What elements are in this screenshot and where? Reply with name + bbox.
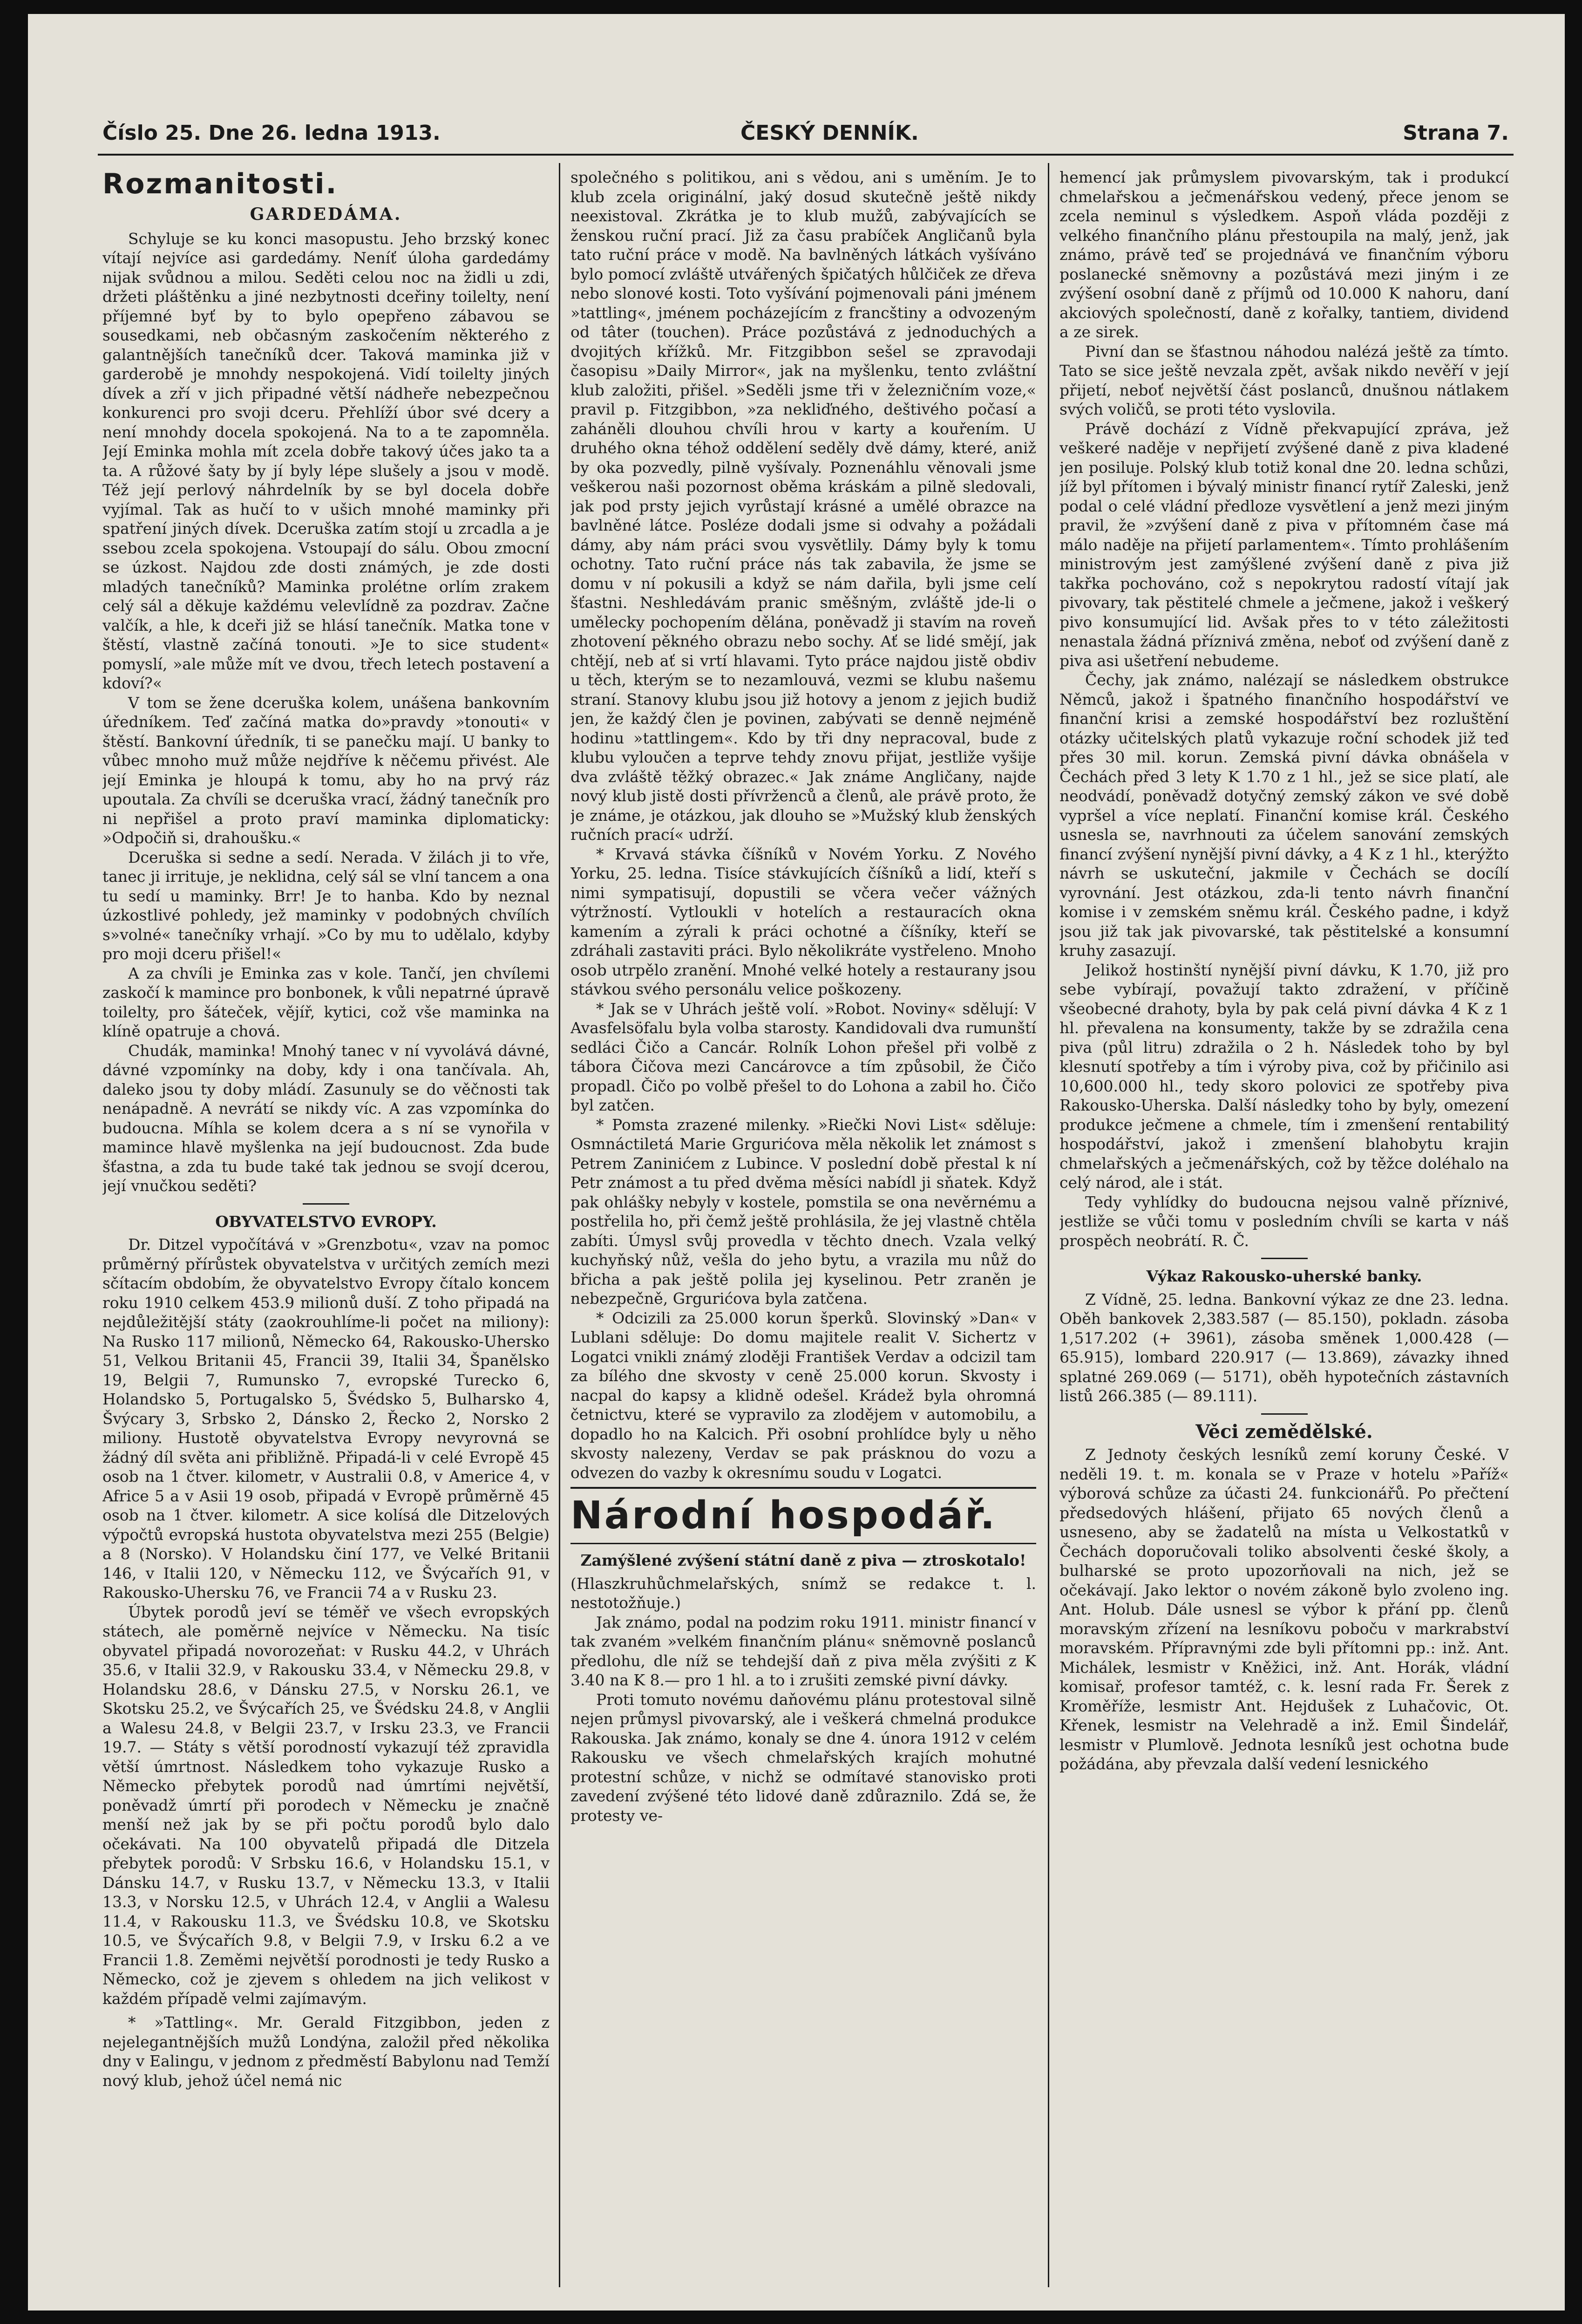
paragraph: Dceruška si sedne a sedí. Nerada. V žilách ji to vře, tanec ji irrituje, je neklidna, celý sál se vlní tancem a ona tu sedí u maminky. Brr! Je to hanba. Kdo by neznal úzkostlivé pohledy, jež maminky v podobných chvílích s»volné« tanečníky vrhají. »Co by mu to udělalo, kdyby pro moji dceru přišel!« (102, 848, 550, 963)
paragraph: Z Vídně, 25. ledna. Bankovní výkaz ze dne 23. ledna. Oběh bankovek 2,383.587 (— 85.150), pokladn. zásoba 1,517.202 (+ 3961), zásoba směnek 1,000.428 (— 65.915), lombard 220.917 (— 13.869), závazky ihned splatné 269.069 (— 5171), oběh hypotečních zástavních listů 266.385 (— 89.111). (1059, 1290, 1509, 1405)
paragraph: Z Jednoty českých lesníků zemí koruny České. V neděli 19. t. m. konala se v Praze v hotelu »Paříž« výborová schůze za účasti 24. funkcionářů. Po přečtení předsedových hlášení, přijato 65 nových členů a usneseno, aby se žadatelů na místa u Velkostatků v Čechách doporučovali toliko absolventi české školy, a bulharské se proto upozorňovali na nich, jež se očekávají. Jako lektor o novém zákoně bylo zvoleno ing. Ant. Holub. Dále usnesl se výbor k přání pp. členů moravským zřízení na lesníkovu poboču v markrabství moravském. Přípravnými zde byli přítomni pp.: inž. Ant. Michálek, lesmistr v Kněžici, inž. Ant. Horák, vládní komisař, profesor tamtéž, c. k. lesní rada Fr. Šerek z Kroměříže, lesmistr Ant. Hejdušek z Luhačovic, Ot. Křenek, lesmistr na Velehradě a inž. Emil Šindelář, lesmistr v Plumlově. Jednota lesníků jest ochotna bude požádána, aby převzala další vedení lesnického (1059, 1445, 1509, 1773)
article-byline: (Hlaszkruhůchmelařských, snímž se redakce t. l. nestotožňuje.) (570, 1574, 1036, 1612)
article-divider (303, 1203, 349, 1205)
paragraph: Jelikož hostinští nynější pivní dávku, K 1.70, již pro sebe vybírají, považují takto zdražení, v příčině všeobecné drahoty, byla by pak celá pivní dávka 4 K z 1 hl. převalena na konsumenty, takže by se zdražila cena piva (půl litru) zdražila o 2 h. Následek toho by byl klesnutí spotřeby a tím i výroby piva, což by přičinilo asi 10,600.000 hl., tedy skoro polovici ze spotřeby piva Rakousko-Uherska. Další následky toho by byly, omezení produkce ječmene a chmele, tím i zmenšení rentabilitý hospodářství, jakož i zmenšení blahobytu krajin chmelařských a ječmenářských, což by těžce doléhalo na celý národ, ale i stát. (1059, 961, 1509, 1192)
paragraph: Jak známo, podal na podzim roku 1911. ministr financí v tak zvaném »velkém finančním plánu« sněmovně poslanců předlohu, dle níž se tehdejší daň z piva měla zvýšiti z K 3.40 na K 8.— pro 1 hl. a to i zrušiti zemské pivní dávky. (570, 1613, 1036, 1689)
article-heading-gardedama: GARDEDÁMA. (250, 204, 402, 224)
paragraph: Úbytek porodů jeví se téměř ve všech evropských státech, ale poměrně nejvíce v Německu. Na tisíc obyvatel připadá novorozeňat: v Rusku 44.2, v Uhrách 35.6, v Italii 32.9, v Rakousku 33.4, v Německu 29.8, v Holandsku 28.6, v Dánsku 27.5, v Norsku 26.1, ve Skotsku 25.2, ve Švýcařích 25, ve Švédsku 24.8, v Anglii a Walesu 24.8, v Belgii 23.7, v Irsku 23.3, ve Francii 19.7. — Státy s větší porodností vykazují též zpravidla větší úmrtnost. Následkem toho vykazuje Rusko a Německo přebytek porodů nad úmrtími největší, poněvadž úmrtí při porodech v Německu je značně menší než jak by se při počtu porodů bylo dalo očekávati. Na 100 obyvatelů připadá dle Ditzela přebytek porodů: V Srbsku 16.6, v Holandsku 15.1, v Dánsku 14.7, v Rusku 13.7, v Německu 13.3, v Italii 13.3, v Norsku 12.5, v Uhrách 12.4, v Anglii a Walesu 11.4, v Rakousku 11.3, ve Švédsku 10.8, ve Skotsku 10.5, ve Švýcařích 9.8, v Belgii 7.9, v Irsku 6.2 a ve Francii 1.8. Zeměmi největší porodnosti je tedy Rusko a Německo, což je zjevem s ohledem na jich velikost v každém případě velmi zajímavým. (102, 1602, 550, 2008)
column-3 (1059, 168, 1509, 2292)
paragraph: Proti tomuto novému daňovému plánu protestoval silně nejen průmysl pivovarský, ale i veškerá chmelná produkce Rakouska. Jak známo, konaly se dne 4. února 1912 v celém Rakousku ve všech chmelařských krajích mohutné protestní schůze, v nichž se odmítavé stanovisko proti zavedení zvýšené této lidové daně zdůraznilo. Zdá se, že protesty ve- (570, 1690, 1036, 1825)
article-heading-pivo: Zamýšlené zvýšení státní daně z piva — ztroskotalo! (580, 1551, 1026, 1569)
news-item: * Jak se v Uhrách ještě volí. »Robot. Noviny« sdělují: V Avasfelsöfalu byla volba starosty. Kandidovali dva rumunští sedláci Čičo a Cancár. Rolník Lohon přešel při volbě z tábora Čičova mezi Cancárovce a tím způsobil, že Čičo propadl. Čičo po volbě přešel to do Lohona a zabil ho. Čičo byl zatčen. (570, 999, 1036, 1114)
header-rule (98, 154, 1514, 156)
paragraph: A za chvíli je Eminka zas v kole. Tančí, jen chvílemi zaskočí k mamince pro bonbonek, k vůli nepatrné úpravě toilelty, pro šáteček, vějíř, kytici, což vše maminka na klíně opatruje a chová. (102, 964, 550, 1040)
news-item: * Pomsta zrazené milenky. »Riečki Novi List« sděluje: Osmnáctiletá Marie Grgurićova měla několik let známost s Petrem Zaninićem z Lubince. V poslední době přestal k ní Petr známost a tu před dvěma měsíci nabídl ji sňatek. Když pak ohlášky nebyly v kostele, pomstila se ona nevěrnému a postřelila ho, při čemž ještě prohlásila, že jej vlastně chtěla zabíti. Úmysl svůj provedla v těchto dnech. Vzala velký kuchyňský nůž, vešla do jeho bytu, a vrazila mu nůž do břicha a pak ještě polila jej kyselinou. Petr zraněn je nebezpečně, Grgurićova byla zatčena. (570, 1115, 1036, 1308)
issue-date: Číslo 25. Dne 26. ledna 1913. (102, 121, 441, 145)
paragraph: Schyluje se ku konci masopustu. Jeho brzský konec vítají nejvíce asi gardedámy. Neníť úloha gardedámy nijak svůdnou a milou. Seděti celou noc na židli u zdi, držeti pláštěnku a jiné nezbytnosti dceřiny toilelty, není příjemné byť by to bylo opepřeno zábavou se sousedkami, neb občasným zaskočením některého z galantnějších tanečníků dcer. Taková maminka již v garderobě je mnohdy nespokojená. Vidí toilelty jiných dívek a zří v jich připadné větší nádheře nebezpečnou konkurenci pro svoji dceru. Přehlíží úbor své dcery a není mnohdy docela spokojená. Na to a te zapomněla. Její Eminka mohla mít zcela dobře takový účes jako ta a ta. A růžové šaty by jí byly lépe slušely a jsou v modě. Též její perlový náhrdelník by se byl docela dobře vyjímal. Tak as hučí to v ušich mnohé maminky při spatření jiných dívek. Dceruška zatím stojí u zrcadla a je ssebou zcela spokojena. Vstoupají do sálu. Obou zmocní se úzkost. Najdou zde dosti známých, je zde dosti mladých tanečníků? Maminka prolétne orlím zrakem celý sál a děkuje každému velevlídně za pozdrav. Začne valčík, a hle, k dceři již se hlásí tanečník. Matka tone v štěstí, vlastně začíná tonouti. »Je to sice student« pomyslí, »ale může mít ve dvou, třech letech postavení a kdoví?« (102, 229, 550, 692)
news-item: * Krvavá stávka číšníků v Novém Yorku. Z Nového Yorku, 25. ledna. Tisíce stávkujících číšníků a lidí, kteří s nimi sympatisují, dopustili se včera večer vážných výtržností. Vytloukli v hotelích a restauracích okna kamením a zýrali k práci ochotné a číšníky, kteří se zdráhali zastaviti práci. Bylo několikráte vystřeleno. Mnoho osob utrpělo zranění. Mnohé velké hotely a restaurany jsou stávkou svého personálu velice poškozeny. (570, 845, 1036, 998)
newspaper-title: ČESKÝ DENNÍK. (740, 121, 919, 145)
article-heading-bank: Výkaz Rakousko-uherské banky. (1146, 1267, 1422, 1285)
page-number: Strana 7. (1403, 121, 1509, 145)
column-rule-1 (559, 163, 560, 2287)
paragraph: společného s politikou, ani s vědou, ani s uměním. Je to klub zcela originální, jaký dosud skutečně ještě nikdy neexistoval. Zkrátka je to klub mužů, zabývajících se ženskou ruční prací. Již za času prabíček Angličanů byla tato ruční práce v modě. Na bavlněných látkách vyšíváno bylo pomocí zvláště utvářených špičatých hůlčiček ze dřeva nebo slonové kosti. Toto vyšívání pojmenovali páni jménem »tattling«, jménem pocházejícím z francštiny a odvozeným od tâter (touchen). Práce pozůstává z jednoduchých a dvojitých křížků. Mr. Fitzgibbon sešel se zpravodaji časopisu »Daily Mirror«, jak na myšlenku, tento zvláštní klub založiti, přišel. »Seděli jsme tři v železničním voze,« pravil p. Fitzgibbon, »za nekliďného, deštivého počasí a zaháněli dlouhou chvíli hrou v karty a kouřením. U druhého okna téhož oddělení seděly dvě dámy, které, aniž by oka pozvedly, pilně vyšívaly. Poznenáhlu věnovali jsme veškerou naši pozornost oběma kráskám a pilně sledovali, jak pod prsty jejich vyrůstají krásné a umělé obrazce na bavlněné látce. Posléze dodali jsme si odvahy a požádali dámy, aby nám práci svou vysvětlily. Dámy byly k tomu ochotny. Tato ruční práce nás tak zabavila, že jsme se domu v ní pokusili a když se nám dařila, byli jsme celí šťastni. Neshledávám pranic směšným, zvláště jde-li o umělecky pochopením dělána, poněvadž ji stavím na roveň zhotovení pěkného obrazu nebo sochy. Ať se lidé smějí, jak chtějí, neb ať si vrtí hlavami. Tyto práce najdou jistě obdiv u těch, kterým se to nezamlouvá, vezmi se klubu našemu straní. Stanovy klubu jsou již hotovy a jenom z jejich budiž jen, že každý člen je povinen, zabývati se denně nejméně hodinu »tattlingem«. Kdo by tři dny nepracoval, bude z klubu vyloučen a teprve tehdy znovu přijat, jestliže vyšije dva zvláště těžký obrazec.« Jak známe Angličany, najde nový klub jistě dosti přívrženců a členů, ale právě proto, že je známe, je otázkou, jak dlouho se »Mužský klub ženských ručních prací« udrží. (570, 168, 1036, 844)
paragraph: Chudák, maminka! Mnohý tanec v ní vyvolává dávné, dávné vzpomínky na doby, kdy i ona tančívala. Ah, daleko jsou ty doby mládí. Zasunuly se do věčnosti tak nenápadně. A nevrátí se nikdy víc. A zas vzpomínka do budoucna. Míhla se kolem dcera a s ní se vynořila v mamince hlavě myšlenka na její budoucnost. Zda bude šťastna, a zda tu bude také tak jednou se svojí dcerou, její vnučkou seděti? (102, 1041, 550, 1195)
paragraph: Čechy, jak známo, nalézají se následkem obstrukce Němců, jakož i špatného finančního hospodářství ve finanční krisi a zemské hospodářství bez rozluštění otázky učitelských platů vykazuje roční schodek již teď přes 30 mil. korun. Zemská pivní dávka obnášela v Čechách před 3 lety K 1.70 z 1 hl., jež se sice platí, ale neodvádí, poněvadž dotyčný zemský zákon ve své době vypršel a více neplatí. Finanční komise král. Českého usnesla se, navrhnouti za účelem sanování zemských financí zvýšení nynější pivní dávky, a 4 K z 1 hl., kterýžto návrh se uskuteční, jakmile v Čechách se docílí vyrovnání. Jest otázkou, zda-li tento návrh finanční komise i v zemském sněmu král. Českého padne, i když jsou již tak jak pivovarské, tak pěstitelské a konsumní kruhy zasazují. (1059, 671, 1509, 960)
section-rule (570, 1543, 1036, 1544)
paragraph: Pivní dan se šťastnou náhodou nalézá ještě za tímto. Tato se sice ještě nevzala zpět, avšak nikdo nevěří v její přijetí, neboť největší část poslanců, dnušnou nátlakem svých voličů, se proti této vyslovila. (1059, 342, 1509, 418)
paragraph: Tedy vyhlídky do budoucna nejsou valně příznivé, jestliže se vůči tomu v posledním chvíli se karta v náš prospěch neobrátí. R. Č. (1059, 1193, 1509, 1250)
column-rule-2 (1048, 163, 1049, 2287)
newspaper-page (28, 14, 1565, 2310)
article-divider (1261, 1413, 1308, 1415)
footnote: * »Tattling«. Mr. Gerald Fitzgibbon, jeden z nejelegantnějších mužů Londýna, založil před několika dny v Ealingu, v jednom z předměstí Babylonu nad Temží nový klub, jehož účel nemá nic (102, 2013, 550, 2090)
paragraph: V tom se žene dceruška kolem, unášena bankovním úředníkem. Teď začíná matka do»pravdy »tonouti« v štěstí. Bankovní úředník, ti se panečku mají. U banky to vůbec mnoho muž může nejdříve k něčemu přivést. Ale její Eminka je hloupá k tomu, aby ho na prvý ráz upoutala. Za chvíli se dceruška vrací, žádný tanečník pro ni nepřišel a proto praví maminka diplomaticky: »Odpočiň si, drahoušku.« (102, 693, 550, 847)
section-rule (570, 1487, 1036, 1489)
paragraph: Dr. Ditzel vypočítává v »Grenzbotu«, vzav na pomoc průměrný přírůstek obyvatelstva v určitých zemích mezi sčítacím obdobím, že obyvatelstvo Evropy čítalo koncem roku 1910 celkem 453.9 milionů duší. Z toho připadá na nejdůležitější státy (zaokrouhlíme-li počet na miliony): Na Rusko 117 milionů, Německo 64, Rakousko-Uhersko 51, Velkou Britanii 45, Francii 39, Italii 34, Španělsko 19, Belgii 7, Rumunsko 7, evropské Turecko 6, Holandsko 5, Portugalsko 5, Švédsko 5, Bulharsko 4, Švýcary 3, Srbsko 2, Dánsko 2, Řecko 2, Norsko 2 miliony. Hustotě obyvatelstva Evropy nevyrovná se žádný díl světa ani přibližně. Připadá-li v celé Evropě 45 osob na 1 čtver. kilometr, v Australii 0.8, v Americe 4, v Africe 5 a v Asii 19 osob, připadá v Evropě průměrně 45 osob na 1 čtver. kilometr. A sice kolísá dle Ditzelových výpočtů evropská hustota obyvatelstva mezi 255 (Belgie) a 8 (Norsko). V Holandsku činí 177, ve Velké Britanii 146, v Italii 120, v Německu 112, ve Švýcařích 91, v Rakousko-Uhersku 76, ve Francii 74 a v Rusku 23. (102, 1235, 550, 1602)
news-item: * Odcizili za 25.000 korun šperků. Slovinský »Dan« v Lublani sděluje: Do domu majitele realit V. Sichertz v Logatci vnikli známý zloději František Verdav a odcizil tam za bílého dne skvosty v ceně 25.000 korun. Skvosty i nacpal do kapsy a klidně odešel. Krádež byla ohromná četnictvu, které se vypravilo za zlodějem v automobilu, a dopadlo ho na Kalcich. Při osobní prohlídce byly u něho skvosty nalezeny, Verdav se pak prásknou do vozu a odvezen do vazby k okresnímu soudu v Logatci. (570, 1309, 1036, 1482)
article-divider (1261, 1258, 1308, 1259)
section-title-rozmanitosti: Rozmanitosti. (102, 168, 338, 200)
column-2 (570, 168, 1036, 2292)
column-1 (102, 168, 550, 2292)
section-title-narodni-hospodar: Národní hospodář. (570, 1493, 997, 1538)
section-title-zemedelske: Věci zemědělské. (1195, 1420, 1373, 1443)
paragraph: Právě dochází z Vídně překvapující zpráva, jež veškeré naděje v nepřijetí zvýšené daně z piva kladené jen posiluje. Polský klub totiž konal dne 20. ledna schůzi, jíž byl přítomen i bývalý ministr financí rytíř Zaleski, jenž podal o celé vládní předloze vysvětlení a jenž mezi jiným pravil, že »zvýšení daně z piva v přítomném čase má málo naděje na přijetí parlamentem«. Tímto prohlášením ministrovým jest zamýšlené zvýšení daně z piva již takřka pochováno, což s nepokrytou radostí vítají jak pivovary, tak pěstitelé chmele a ječmene, jakož i veškerý pivo konsumující lid. Avšak přes to v této záležitosti nenastala žádná příznivá změna, neboť od zvýšení daně z piva asi ušetření nebudeme. (1059, 419, 1509, 670)
paragraph: hemencí jak průmyslem pivovarským, tak i produkcí chmelařskou a ječmenářskou vedený, přece jenom se zcela neminul s výsledkem. Aspoň vláda později z velkého finančního plánu přestoupila na malý, jenž, jak známo, právě teď se projednává ve finančním výboru poslanecké sněmovny a pozůstává mezi jiným i ze zvýšení osobní daně z příjmů od 10.000 K nahoru, daní akciových společností, daně z kořalky, tantiem, dividend a ze sirek. (1059, 168, 1509, 341)
page-header (102, 121, 1509, 154)
article-heading-obyvatelstvo: OBYVATELSTVO EVROPY. (215, 1212, 437, 1231)
